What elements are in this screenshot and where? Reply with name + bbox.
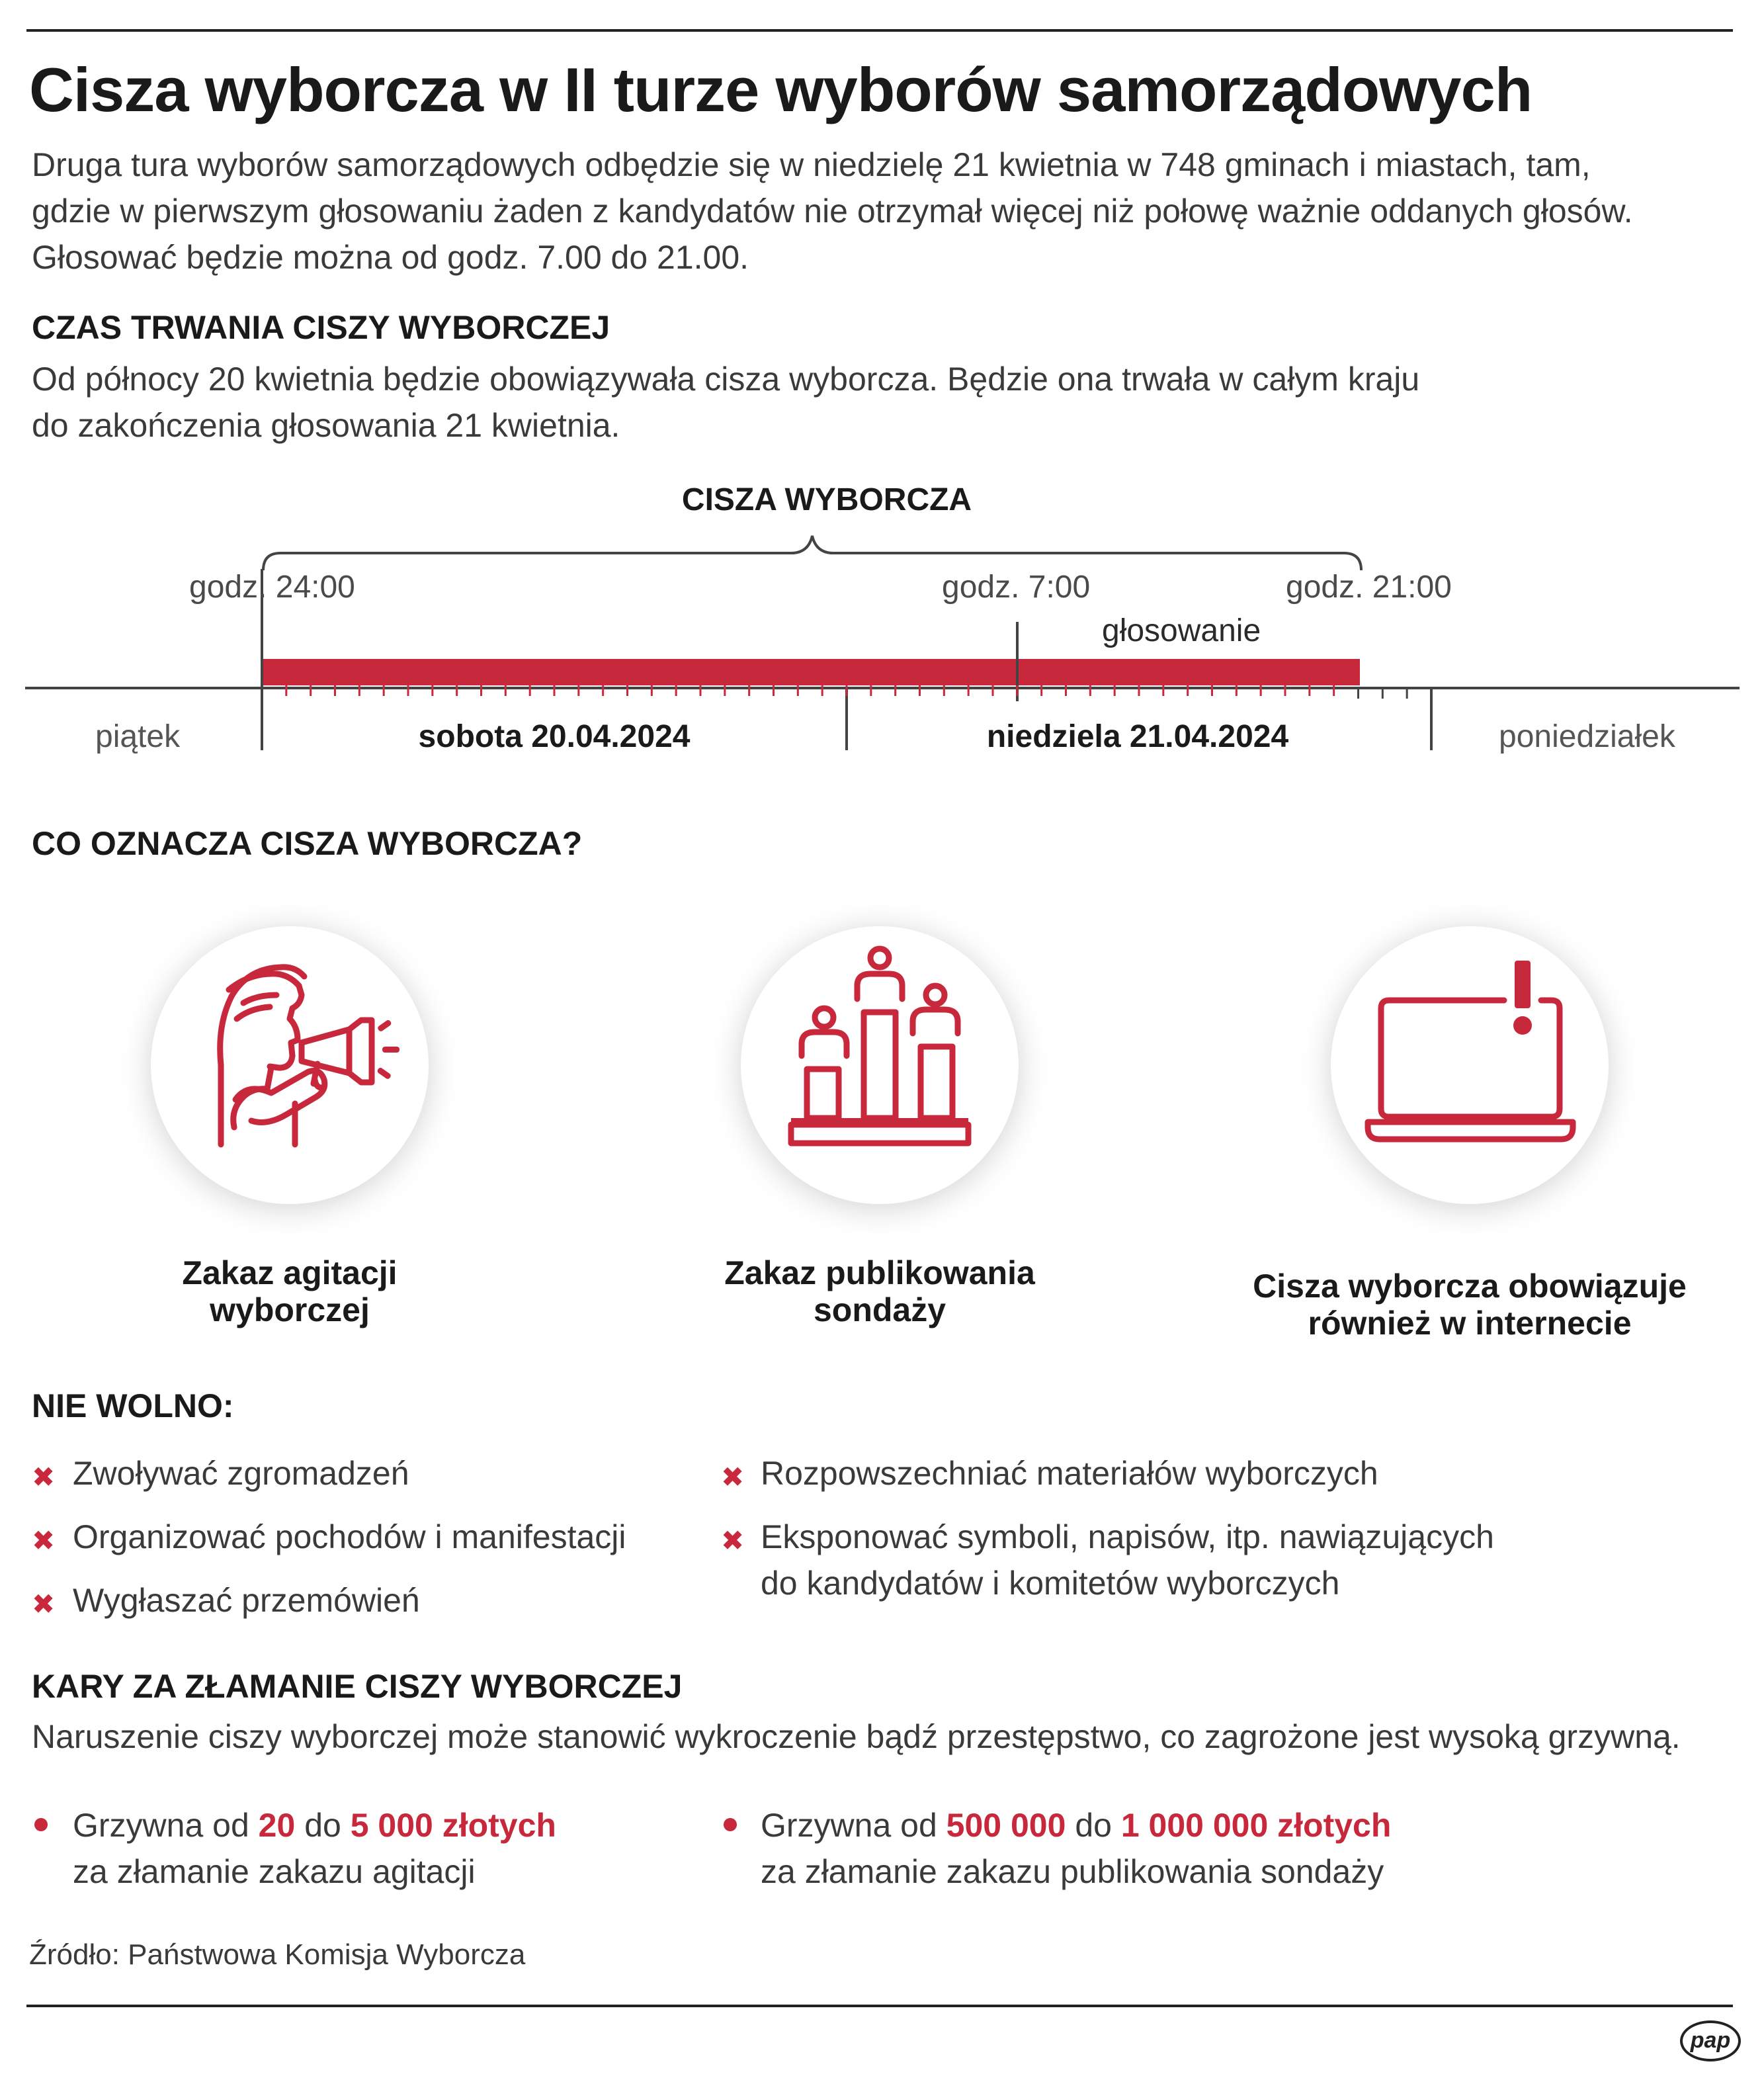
penalties-heading: KARY ZA ZŁAMANIE CISZY WYBORCZEJ [32, 1668, 683, 1705]
bottom-rule [26, 2005, 1733, 2007]
penalty-polls [761, 1802, 1391, 1895]
laptop-alert-icon [1331, 926, 1609, 1204]
internet-card-circle [1331, 926, 1609, 1204]
x-mark-icon: ✖ [32, 1525, 56, 1556]
internet-caption [1205, 1268, 1734, 1342]
voting-label: głosowanie [1102, 613, 1261, 648]
day-saturday: sobota 20.04.2024 [418, 719, 691, 754]
timeline-graphic [0, 0, 1764, 794]
caption-line: Zakaz agitacji [182, 1254, 398, 1291]
x-mark-icon: ✖ [721, 1525, 745, 1556]
penalty-line: Grzywna od 500 000 do 1 000 000 złotych [761, 1807, 1392, 1844]
x-mark-icon: ✖ [721, 1461, 745, 1493]
forbidden-item: Zwoływać zgromadzeń [73, 1455, 409, 1492]
penalty-line: za złamanie zakazu agitacji [73, 1853, 476, 1890]
forbidden-item-line: Eksponować symboli, napisów, itp. nawiązujących [761, 1518, 1494, 1555]
page-title: Cisza wyborcza w II turze wyborów samorządowych [29, 55, 1533, 124]
source-note: Źródło: Państwowa Komisja Wyborcza [29, 1938, 526, 1971]
intro-line: gdzie w pierwszym głosowaniu żaden z kandydatów nie otrzymał więcej niż połowę ważnie oddanych głosów. [32, 193, 1633, 230]
caption-line: sondaży [813, 1291, 946, 1328]
agitation-card-circle [151, 926, 429, 1204]
meaning-heading: CO OZNACZA CISZA WYBORCZA? [32, 825, 583, 862]
poll-podium-icon [741, 926, 1019, 1204]
duration-heading: CZAS TRWANIA CISZY WYBORCZEJ [32, 309, 610, 346]
pap-logo: pap [1680, 2020, 1741, 2061]
penalty-line: za złamanie zakazu publikowania sondaży [761, 1853, 1384, 1890]
x-mark-icon: ✖ [32, 1461, 56, 1493]
x-mark-icon: ✖ [32, 1588, 56, 1620]
intro-line: Druga tura wyborów samorządowych odbędzie się w niedzielę 21 kwietnia w 748 gminach i miastach, tam, [32, 146, 1591, 183]
silence-bar [262, 659, 1360, 685]
forbidden-item: Organizować pochodów i manifestacji [73, 1518, 626, 1555]
silence-brace [263, 536, 1361, 570]
caption-line: również w internecie [1308, 1305, 1632, 1342]
silence-brace-label: CISZA WYBORCZA [681, 482, 972, 517]
penalty-agitation [73, 1802, 556, 1895]
caption-line: wyborczej [210, 1291, 370, 1328]
polls-caption [681, 1254, 1078, 1328]
end-time-label: godz. 21:00 [1286, 570, 1452, 605]
day-monday: poniedziałek [1499, 719, 1675, 754]
penalty-line: Grzywna od 20 do 5 000 złotych [73, 1807, 556, 1844]
forbidden-item [761, 1514, 1494, 1606]
duration-line: Od północy 20 kwietnia będzie obowiązywała cisza wyborcza. Będzie ona trwała w całym kraju [32, 361, 1420, 398]
day-friday: piątek [95, 719, 181, 754]
megaphone-icon [151, 926, 429, 1204]
vote-start-time-label: godz. 7:00 [942, 570, 1091, 605]
agitation-caption [91, 1254, 488, 1328]
bullet-dot-icon [34, 1818, 48, 1831]
polls-card-circle [741, 926, 1019, 1204]
forbidden-heading: NIE WOLNO: [32, 1387, 234, 1424]
start-time-label: godz. 24:00 [189, 570, 355, 605]
forbidden-item: Rozpowszechniać materiałów wyborczych [761, 1455, 1378, 1492]
bullet-dot-icon [724, 1818, 737, 1831]
duration-line: do zakończenia głosowania 21 kwietnia. [32, 407, 620, 444]
forbidden-item-line: do kandydatów i komitetów wyborczych [761, 1565, 1340, 1602]
caption-line: Cisza wyborcza obowiązuje [1253, 1268, 1687, 1305]
caption-line: Zakaz publikowania [724, 1254, 1035, 1291]
penalties-description: Naruszenie ciszy wyborczej może stanowić wykroczenie bądź przestępstwo, co zagrożone jest wysoką grzywną. [32, 1718, 1681, 1755]
intro-line: Głosować będzie można od godz. 7.00 do 21.00. [32, 239, 749, 276]
forbidden-item: Wygłaszać przemówień [73, 1582, 420, 1619]
day-sunday: niedziela 21.04.2024 [986, 719, 1289, 754]
